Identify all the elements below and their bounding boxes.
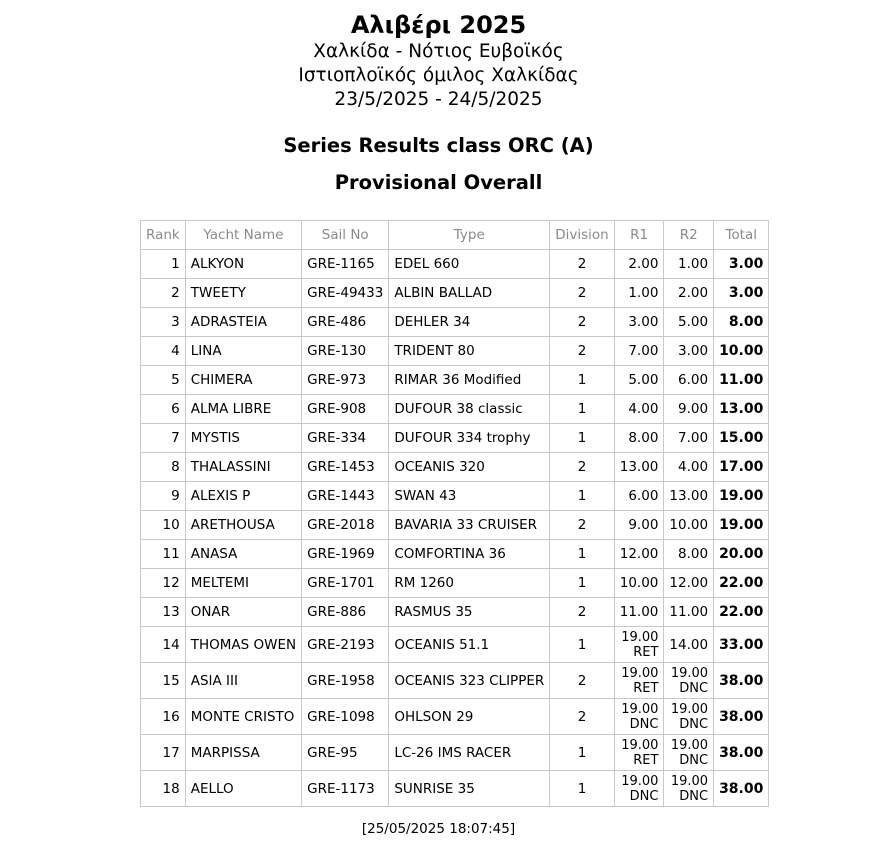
- rank-cell: 12: [141, 569, 186, 598]
- r1-score-value: 19.00: [621, 629, 659, 645]
- r2-score-cell: 6.00: [664, 366, 714, 395]
- print-timestamp: [25/05/2025 18:07:45]: [361, 821, 516, 837]
- rank-cell: 8: [141, 453, 186, 482]
- total-cell: 38.00: [714, 663, 769, 699]
- division-cell: 2: [550, 598, 615, 627]
- rank-cell: 5: [141, 366, 186, 395]
- yacht-name-cell: MELTEMI: [185, 569, 301, 598]
- table-row: [141, 337, 769, 366]
- division-cell: 1: [550, 771, 615, 807]
- table-row: [141, 598, 769, 627]
- total-cell: 19.00: [714, 482, 769, 511]
- r2-score-cell: 8.00: [664, 540, 714, 569]
- total-cell: 38.00: [714, 699, 769, 735]
- document-header: [0, 10, 877, 112]
- r2-score-block: [671, 666, 708, 696]
- sail-no-cell: GRE-1443: [302, 482, 389, 511]
- sail-no-cell: GRE-334: [302, 424, 389, 453]
- r2-score-cell: 10.00: [664, 511, 714, 540]
- yacht-name-cell: ONAR: [185, 598, 301, 627]
- table-row: [141, 699, 769, 735]
- r1-score-value: 19.00: [621, 773, 659, 789]
- r1-score-cell: [614, 735, 664, 771]
- table-row: [141, 366, 769, 395]
- division-cell: 1: [550, 424, 615, 453]
- table-row: [141, 424, 769, 453]
- type-cell: TRIDENT 80: [389, 337, 550, 366]
- yacht-name-cell: MARPISSA: [185, 735, 301, 771]
- yacht-name-cell: ARETHOUSA: [185, 511, 301, 540]
- r1-score-cell: 3.00: [614, 308, 664, 337]
- table-row: [141, 771, 769, 807]
- column-header-r1: R1: [614, 221, 664, 250]
- yacht-name-cell: TWEETY: [185, 279, 301, 308]
- venue: Χαλκίδα - Νότιος Ευβοϊκός: [313, 41, 564, 62]
- yacht-name-cell: ANASA: [185, 540, 301, 569]
- table-row: [141, 453, 769, 482]
- rank-cell: 6: [141, 395, 186, 424]
- type-cell: RM 1260: [389, 569, 550, 598]
- type-cell: OCEANIS 323 CLIPPER: [389, 663, 550, 699]
- r2-score-cell: 1.00: [664, 250, 714, 279]
- r1-score-cell: 10.00: [614, 569, 664, 598]
- yacht-name-cell: THALASSINI: [185, 453, 301, 482]
- division-cell: 1: [550, 482, 615, 511]
- sail-no-cell: GRE-95: [302, 735, 389, 771]
- r1-score-cell: 7.00: [614, 337, 664, 366]
- r2-score-cell: 14.00: [664, 627, 714, 663]
- rank-cell: 9: [141, 482, 186, 511]
- r2-score-cell: 4.00: [664, 453, 714, 482]
- total-cell: 19.00: [714, 511, 769, 540]
- rank-cell: 15: [141, 663, 186, 699]
- r2-score-cell: 2.00: [664, 279, 714, 308]
- r1-score-cell: 1.00: [614, 279, 664, 308]
- division-cell: 2: [550, 279, 615, 308]
- total-cell: 3.00: [714, 279, 769, 308]
- type-cell: DUFOUR 38 classic: [389, 395, 550, 424]
- total-cell: 3.00: [714, 250, 769, 279]
- type-cell: EDEL 660: [389, 250, 550, 279]
- table-row: [141, 250, 769, 279]
- table-row: [141, 540, 769, 569]
- sail-no-cell: GRE-1969: [302, 540, 389, 569]
- r1-score-block: [621, 738, 658, 768]
- r2-score-cell: 13.00: [664, 482, 714, 511]
- r2-score-cell: 11.00: [664, 598, 714, 627]
- r2-score-value: 19.00: [670, 701, 709, 717]
- r1-score-cell: [614, 627, 664, 663]
- r1-score-cell: 6.00: [614, 482, 664, 511]
- division-cell: 1: [550, 627, 615, 663]
- r2-score-cell: 7.00: [664, 424, 714, 453]
- r2-score-value: 19.00: [670, 665, 709, 681]
- sail-no-cell: GRE-1165: [302, 250, 389, 279]
- type-cell: SUNRISE 35: [389, 771, 550, 807]
- r1-score-cell: 2.00: [614, 250, 664, 279]
- sail-no-cell: GRE-486: [302, 308, 389, 337]
- rank-cell: 13: [141, 598, 186, 627]
- r1-score-block: [621, 774, 658, 804]
- column-header-type: Type: [389, 221, 550, 250]
- r2-score-cell: 12.00: [664, 569, 714, 598]
- rank-cell: 4: [141, 337, 186, 366]
- total-cell: 22.00: [714, 598, 769, 627]
- division-cell: 2: [550, 308, 615, 337]
- sail-no-cell: GRE-1701: [302, 569, 389, 598]
- column-header-yacht-name: Yacht Name: [185, 221, 301, 250]
- total-cell: 8.00: [714, 308, 769, 337]
- rank-cell: 10: [141, 511, 186, 540]
- r2-penalty-code: DNC: [679, 752, 709, 768]
- r2-score-cell: 5.00: [664, 308, 714, 337]
- division-cell: 2: [550, 511, 615, 540]
- rank-cell: 3: [141, 308, 186, 337]
- r1-score-block: [621, 702, 658, 732]
- type-cell: RASMUS 35: [389, 598, 550, 627]
- table-row: [141, 482, 769, 511]
- organizing-club: Ιστιοπλοϊκός όμιλος Χαλκίδας: [298, 65, 579, 86]
- r1-score-block: [621, 666, 658, 696]
- sail-no-cell: GRE-886: [302, 598, 389, 627]
- rank-cell: 16: [141, 699, 186, 735]
- total-cell: 38.00: [714, 771, 769, 807]
- r1-score-cell: 8.00: [614, 424, 664, 453]
- total-cell: 33.00: [714, 627, 769, 663]
- sail-no-cell: GRE-1098: [302, 699, 389, 735]
- division-cell: 2: [550, 663, 615, 699]
- yacht-name-cell: LINA: [185, 337, 301, 366]
- total-cell: 17.00: [714, 453, 769, 482]
- r1-score-cell: [614, 771, 664, 807]
- yacht-name-cell: ALKYON: [185, 250, 301, 279]
- r2-score-block: [671, 738, 708, 768]
- r1-penalty-code: RET: [633, 752, 659, 768]
- r2-score-cell: [664, 735, 714, 771]
- type-cell: OHLSON 29: [389, 699, 550, 735]
- yacht-name-cell: THOMAS OWEN: [185, 627, 301, 663]
- table-row: [141, 569, 769, 598]
- r2-score-value: 19.00: [670, 773, 709, 789]
- sail-no-cell: GRE-2193: [302, 627, 389, 663]
- r1-score-value: 19.00: [621, 737, 659, 753]
- total-cell: 13.00: [714, 395, 769, 424]
- r2-score-block: [671, 774, 708, 804]
- column-header-rank: Rank: [141, 221, 186, 250]
- type-cell: SWAN 43: [389, 482, 550, 511]
- type-cell: ALBIN BALLAD: [389, 279, 550, 308]
- r1-penalty-code: DNC: [629, 716, 659, 732]
- sail-no-cell: GRE-973: [302, 366, 389, 395]
- r2-score-cell: [664, 699, 714, 735]
- r2-score-cell: [664, 663, 714, 699]
- column-header-r2: R2: [664, 221, 714, 250]
- table-row: [141, 308, 769, 337]
- sail-no-cell: GRE-49433: [302, 279, 389, 308]
- total-cell: 20.00: [714, 540, 769, 569]
- yacht-name-cell: ADRASTEIA: [185, 308, 301, 337]
- yacht-name-cell: AELLO: [185, 771, 301, 807]
- yacht-name-cell: ALEXIS P: [185, 482, 301, 511]
- table-row: [141, 663, 769, 699]
- type-cell: RIMAR 36 Modified: [389, 366, 550, 395]
- table-row: [141, 735, 769, 771]
- rank-cell: 2: [141, 279, 186, 308]
- division-cell: 2: [550, 337, 615, 366]
- division-cell: 1: [550, 540, 615, 569]
- division-cell: 2: [550, 699, 615, 735]
- r1-score-cell: 12.00: [614, 540, 664, 569]
- event-dates: 23/5/2025 - 24/5/2025: [334, 89, 543, 110]
- division-cell: 2: [550, 250, 615, 279]
- sail-no-cell: GRE-130: [302, 337, 389, 366]
- r2-score-cell: [664, 771, 714, 807]
- sail-no-cell: GRE-1173: [302, 771, 389, 807]
- total-cell: 15.00: [714, 424, 769, 453]
- table-row: [141, 395, 769, 424]
- r1-score-cell: [614, 699, 664, 735]
- rank-cell: 1: [141, 250, 186, 279]
- type-cell: COMFORTINA 36: [389, 540, 550, 569]
- yacht-name-cell: MONTE CRISTO: [185, 699, 301, 735]
- status-title: Provisional Overall: [334, 171, 543, 194]
- r1-score-value: 19.00: [621, 665, 659, 681]
- column-header-division: Division: [550, 221, 615, 250]
- r2-penalty-code: DNC: [679, 680, 709, 696]
- division-cell: 1: [550, 395, 615, 424]
- sail-no-cell: GRE-2018: [302, 511, 389, 540]
- division-cell: 1: [550, 735, 615, 771]
- r1-score-cell: 11.00: [614, 598, 664, 627]
- yacht-name-cell: MYSTIS: [185, 424, 301, 453]
- r2-penalty-code: DNC: [679, 788, 709, 804]
- sail-no-cell: GRE-908: [302, 395, 389, 424]
- type-cell: OCEANIS 51.1: [389, 627, 550, 663]
- results-table: [140, 220, 769, 807]
- r2-score-cell: 9.00: [664, 395, 714, 424]
- division-cell: 1: [550, 366, 615, 395]
- type-cell: DEHLER 34: [389, 308, 550, 337]
- rank-cell: 17: [141, 735, 186, 771]
- r2-score-cell: 3.00: [664, 337, 714, 366]
- table-row: [141, 627, 769, 663]
- rank-cell: 7: [141, 424, 186, 453]
- r2-score-value: 19.00: [670, 737, 709, 753]
- division-cell: 1: [550, 569, 615, 598]
- total-cell: 38.00: [714, 735, 769, 771]
- r2-score-block: [671, 702, 708, 732]
- type-cell: OCEANIS 320: [389, 453, 550, 482]
- yacht-name-cell: ASIA III: [185, 663, 301, 699]
- rank-cell: 11: [141, 540, 186, 569]
- event-title: Αλιβέρι 2025: [350, 11, 527, 39]
- yacht-name-cell: CHIMERA: [185, 366, 301, 395]
- r1-score-cell: 13.00: [614, 453, 664, 482]
- r1-penalty-code: RET: [633, 680, 659, 696]
- rank-cell: 18: [141, 771, 186, 807]
- total-cell: 22.00: [714, 569, 769, 598]
- r1-score-cell: 9.00: [614, 511, 664, 540]
- type-cell: BAVARIA 33 CRUISER: [389, 511, 550, 540]
- r1-score-cell: 4.00: [614, 395, 664, 424]
- r1-score-cell: [614, 663, 664, 699]
- r1-penalty-code: RET: [633, 644, 659, 660]
- type-cell: DUFOUR 334 trophy: [389, 424, 550, 453]
- column-header-sail-no: Sail No: [302, 221, 389, 250]
- table-row: [141, 279, 769, 308]
- yacht-name-cell: ALMA LIBRE: [185, 395, 301, 424]
- r1-score-cell: 5.00: [614, 366, 664, 395]
- table-row: [141, 511, 769, 540]
- r1-penalty-code: DNC: [629, 788, 659, 804]
- total-cell: 11.00: [714, 366, 769, 395]
- sail-no-cell: GRE-1453: [302, 453, 389, 482]
- rank-cell: 14: [141, 627, 186, 663]
- sail-no-cell: GRE-1958: [302, 663, 389, 699]
- column-header-total: Total: [714, 221, 769, 250]
- r1-score-value: 19.00: [621, 701, 659, 717]
- results-body: [141, 250, 769, 807]
- division-cell: 2: [550, 453, 615, 482]
- r2-penalty-code: DNC: [679, 716, 709, 732]
- table-header-row: [141, 221, 769, 250]
- total-cell: 10.00: [714, 337, 769, 366]
- r1-score-block: [621, 630, 658, 660]
- series-title: Series Results class ORC (A): [283, 134, 594, 157]
- type-cell: LC-26 IMS RACER: [389, 735, 550, 771]
